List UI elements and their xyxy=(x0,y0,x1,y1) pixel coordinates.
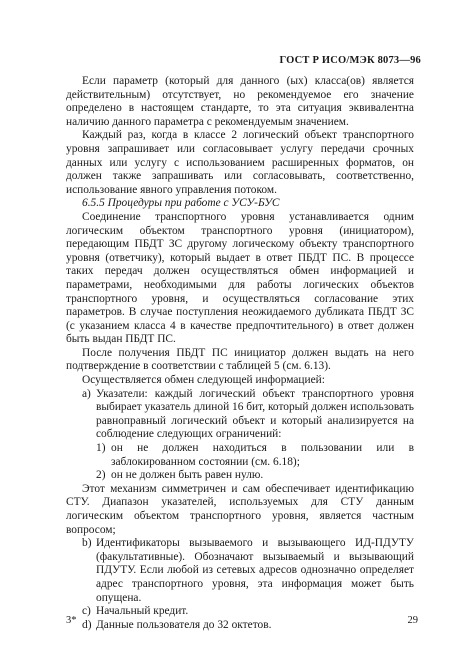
list-item xyxy=(66,388,414,442)
paragraph: После получения ПБДТ ПС инициатор должен выдать на него подтверждение в соответствии с таблицей 5 (см. 6.13). xyxy=(66,346,414,373)
list-item-text: Идентификаторы вызываемого и вызывающего ИД-ПДУТУ (факультативные). Обозначают вызываемый и вызывающий ПДУТУ. Если любой из сетевых адресов однозначно определяет адрес транспортного уровня, эта информация может быть опущена. xyxy=(96,537,414,604)
list-item xyxy=(66,619,414,633)
list-item-text: Указатели: каждый логический объект транспортного уровня выбирает указатель длиной 16 бит, который должен использовать равноправный логический объект и который анализируется на соблюдение следующих ограничений: xyxy=(96,387,414,441)
list-marker: 1) xyxy=(96,442,106,455)
paragraph: Каждый раз, когда в классе 2 логический объект транспортного уровня запрашивает или согласовывает услугу передачи срочных данных или услугу с использованием расширенных форматов, он должен также запрашивать или согласовывать, соответственно, использование явного управления потоком. xyxy=(66,129,414,196)
list-item xyxy=(66,537,414,605)
page-number: 29 xyxy=(407,615,418,626)
sub-list-item xyxy=(66,469,414,483)
paragraph: Соединение транспортного уровня устанавливается одним логическим объектом транспортного уровня (инициатором), передающим ПБДТ ЗС другому логическому объекту транспортного уровня (ответчику), который выдает в ответ ПБДТ ПС. В процессе таких передач должен осуществляться обмен информацией и параметрами, необходимыми для работы логических объектов транспортного уровня, и осуществляться согласование этих параметров. В случае поступления неожидаемого дубликата ПБДТ ЗС (с указанием класса 4 в качестве предпочтительного) в ответ должен быть выдан ПБДТ ПС. xyxy=(66,210,414,346)
standard-header: ГОСТ Р ИСО/МЭК 8073—96 xyxy=(279,55,421,66)
list-marker: 2) xyxy=(96,469,106,482)
list-marker: b) xyxy=(82,537,92,550)
list-marker: d) xyxy=(82,618,92,631)
list-marker: а) xyxy=(82,387,91,400)
list-item-text: он не должен быть равен нулю. xyxy=(111,469,264,482)
list-item-text: Начальный кредит. xyxy=(96,605,189,618)
list-item-text: он не должен находиться в пользовании или в заблокированном состоянии (см. 6.18); xyxy=(111,442,414,468)
list-marker: c) xyxy=(82,605,91,618)
paragraph: Осуществляется обмен следующей информацией: xyxy=(82,374,325,387)
list-item xyxy=(66,605,414,619)
sub-list-item xyxy=(66,442,414,469)
document-body xyxy=(66,75,414,632)
list-item-text: Данные пользователя до 32 октетов. xyxy=(96,618,272,631)
paragraph: Этот механизм симметричен и сам обеспечивает идентификацию СТУ. Диапазон указателей, используемых для СТУ данным логическим объектом транспортного уровня, является частным вопросом; xyxy=(66,482,414,536)
section-heading: 6.5.5 Процедуры при работе с УСУ-БУС xyxy=(82,197,280,210)
paragraph: Если параметр (который для данного (ых) класса(ов) является действительным) отсутствует, но рекомендуемое его значение определено в настоящем стандарте, то эта ситуация эквивалентна наличию данного параметра с рекомендуемым значением. xyxy=(66,75,414,128)
signature-mark: 3* xyxy=(66,615,77,626)
